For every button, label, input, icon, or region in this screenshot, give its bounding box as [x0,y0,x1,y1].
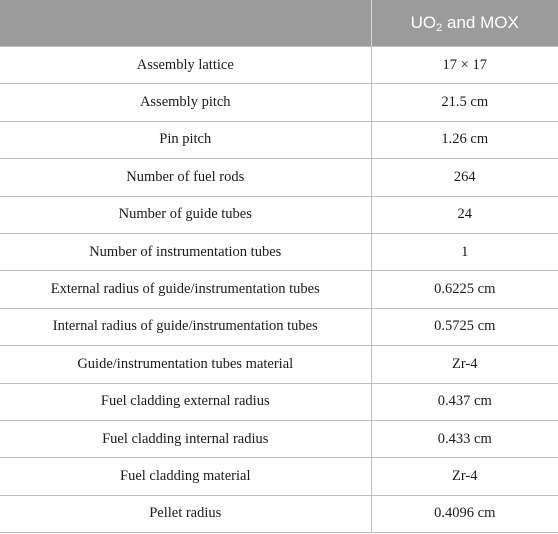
row-label: External radius of guide/instrumentation tubes [0,271,371,308]
row-label: Fuel cladding material [0,458,371,495]
table-row [0,495,558,532]
table-row [0,346,558,383]
row-value: 1 [371,233,558,270]
table-row [0,84,558,121]
header-fuel-type-subscript: 2 [436,21,443,34]
row-label: Number of fuel rods [0,159,371,196]
header-row [0,0,558,47]
row-label: Number of guide tubes [0,196,371,233]
row-value: 0.5725 cm [371,308,558,345]
row-value: 0.433 cm [371,420,558,457]
row-label: Pellet radius [0,495,371,532]
table-row [0,121,558,158]
table-row [0,233,558,270]
row-label: Assembly lattice [0,47,371,84]
header-parameter-cell [0,0,371,47]
row-label: Assembly pitch [0,84,371,121]
row-value: 21.5 cm [371,84,558,121]
table-row [0,420,558,457]
table-row [0,196,558,233]
row-value: 17 × 17 [371,47,558,84]
row-label: Internal radius of guide/instrumentation tubes [0,308,371,345]
table-row [0,47,558,84]
table-row [0,458,558,495]
row-label: Pin pitch [0,121,371,158]
row-value: 1.26 cm [371,121,558,158]
table-row [0,271,558,308]
table-row [0,159,558,196]
row-value: 264 [371,159,558,196]
header-fuel-type-suffix: and MOX [442,12,519,32]
row-value: 0.6225 cm [371,271,558,308]
header-fuel-type-prefix: UO [410,12,437,32]
table-row [0,308,558,345]
row-label: Guide/instrumentation tubes material [0,346,371,383]
table-row [0,383,558,420]
row-label: Fuel cladding internal radius [0,420,371,457]
row-value: 24 [371,196,558,233]
header-fuel-type-cell [371,0,558,47]
row-label: Number of instrumentation tubes [0,233,371,270]
row-value: 0.437 cm [371,383,558,420]
row-value: 0.4096 cm [371,495,558,532]
row-value: Zr-4 [371,346,558,383]
row-value: Zr-4 [371,458,558,495]
row-label: Fuel cladding external radius [0,383,371,420]
